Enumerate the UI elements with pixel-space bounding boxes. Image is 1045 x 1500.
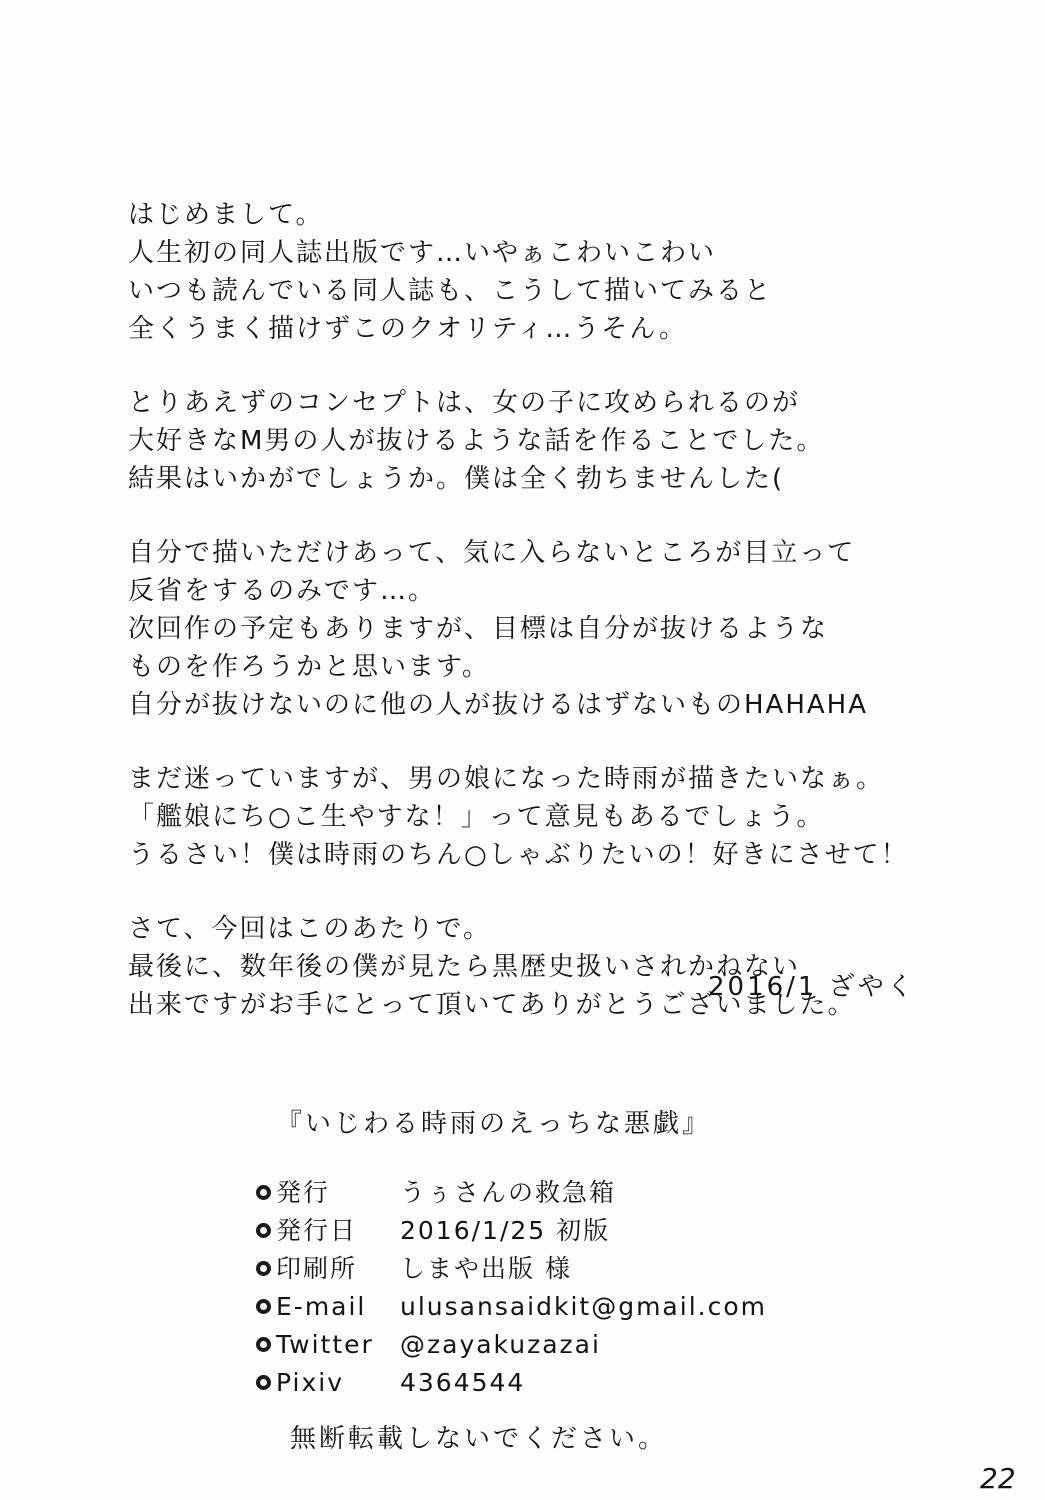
colophon-value: しまや出版 様 (400, 1254, 572, 1283)
colophon-key: 発行日 (276, 1216, 358, 1245)
circle-bullet-icon (256, 1299, 271, 1314)
colophon-key: 印刷所 (276, 1254, 358, 1283)
afterword-paragraph-greeting (128, 196, 958, 348)
circle-bullet-icon (256, 1375, 271, 1390)
afterword-line: 「艦娘にち○こ生やすな！」って意見もあるでしょう。 (128, 802, 825, 832)
colophon (256, 1174, 776, 1402)
circle-bullet-icon (256, 1223, 271, 1238)
afterword-line: まだ迷っていますが、男の娘になった時雨が描きたいなぁ。 (128, 764, 885, 794)
colophon-key: 発行 (276, 1178, 331, 1207)
colophon-row-publisher (256, 1174, 776, 1212)
afterword-line: 反省をするのみです…。 (128, 576, 437, 606)
colophon-row-email (256, 1288, 776, 1326)
circle-bullet-icon (256, 1261, 271, 1276)
colophon-value: 4364544 (400, 1368, 526, 1397)
colophon-row-pixiv (256, 1364, 776, 1402)
afterword-line: いつも読んでいる同人誌も、こうして描いてみると (128, 276, 773, 306)
afterword-paragraph-reflection (128, 534, 958, 724)
circle-bullet-icon (256, 1337, 271, 1352)
page-number: 22 (980, 1462, 1016, 1495)
afterword (128, 196, 958, 1060)
afterword-line: とりあえずのコンセプトは、女の子に攻められるのが (128, 388, 801, 418)
colophon-value: @zayakuzazai (400, 1330, 601, 1359)
afterword-line: 結果はいかがでしょうか。僕は全く勃ちませんした( (128, 464, 785, 494)
afterword-line: 自分で描いただけあって、気に入らないところが目立って (128, 538, 856, 568)
afterword-line: 人生初の同人誌出版です…いやぁこわいこわい (128, 238, 717, 268)
afterword-line: 大好きなM男の人が抜けるような話を作ることでした。 (128, 426, 825, 456)
afterword-line: 自分が抜けないのに他の人が抜けるはずないものHAHAHA (128, 690, 869, 720)
afterword-line: ものを作ろうかと思います。 (128, 652, 490, 682)
colophon-value: ulusansaidkit@gmail.com (400, 1292, 767, 1321)
colophon-title: 『いじわる時雨のえっちな悪戯』 (276, 1109, 712, 1139)
colophon-row-twitter (256, 1326, 776, 1364)
afterword-line: はじめまして。 (128, 200, 324, 230)
afterword-line: さて、今回はこのあたりで。 (128, 914, 491, 944)
no-reprint-notice: 無断転載しないでください。 (290, 1424, 668, 1454)
colophon-value: うぅさんの救急箱 (400, 1178, 617, 1207)
afterword-line: 最後に、数年後の僕が見たら黒歴史扱いされかねない (128, 952, 801, 982)
afterword-line: 全くうまく描けずこのクオリティ…うそん。 (128, 314, 687, 344)
afterword-line: うるさい！僕は時雨のちん○しゃぶりたいの！好きにさせて！ (128, 840, 909, 870)
colophon-row-date (256, 1212, 776, 1250)
colophon-key: E-mail (276, 1292, 367, 1321)
afterword-line: 次回作の予定もありますが、目標は自分が抜けるような (128, 614, 829, 644)
colophon-value: 2016/1/25 初版 (400, 1216, 611, 1245)
colophon-key: Pixiv (276, 1368, 345, 1397)
afterword-line: 出来ですがお手にとって頂いてありがとうございました。 (128, 990, 856, 1020)
afterword-paragraph-next-plans (128, 760, 958, 874)
colophon-key: Twitter (276, 1330, 374, 1359)
colophon-row-printer (256, 1250, 776, 1288)
afterword-paragraph-concept (128, 384, 958, 498)
circle-bullet-icon (256, 1185, 271, 1200)
afterword-signature: 2016/1 ざやく (708, 972, 916, 1002)
